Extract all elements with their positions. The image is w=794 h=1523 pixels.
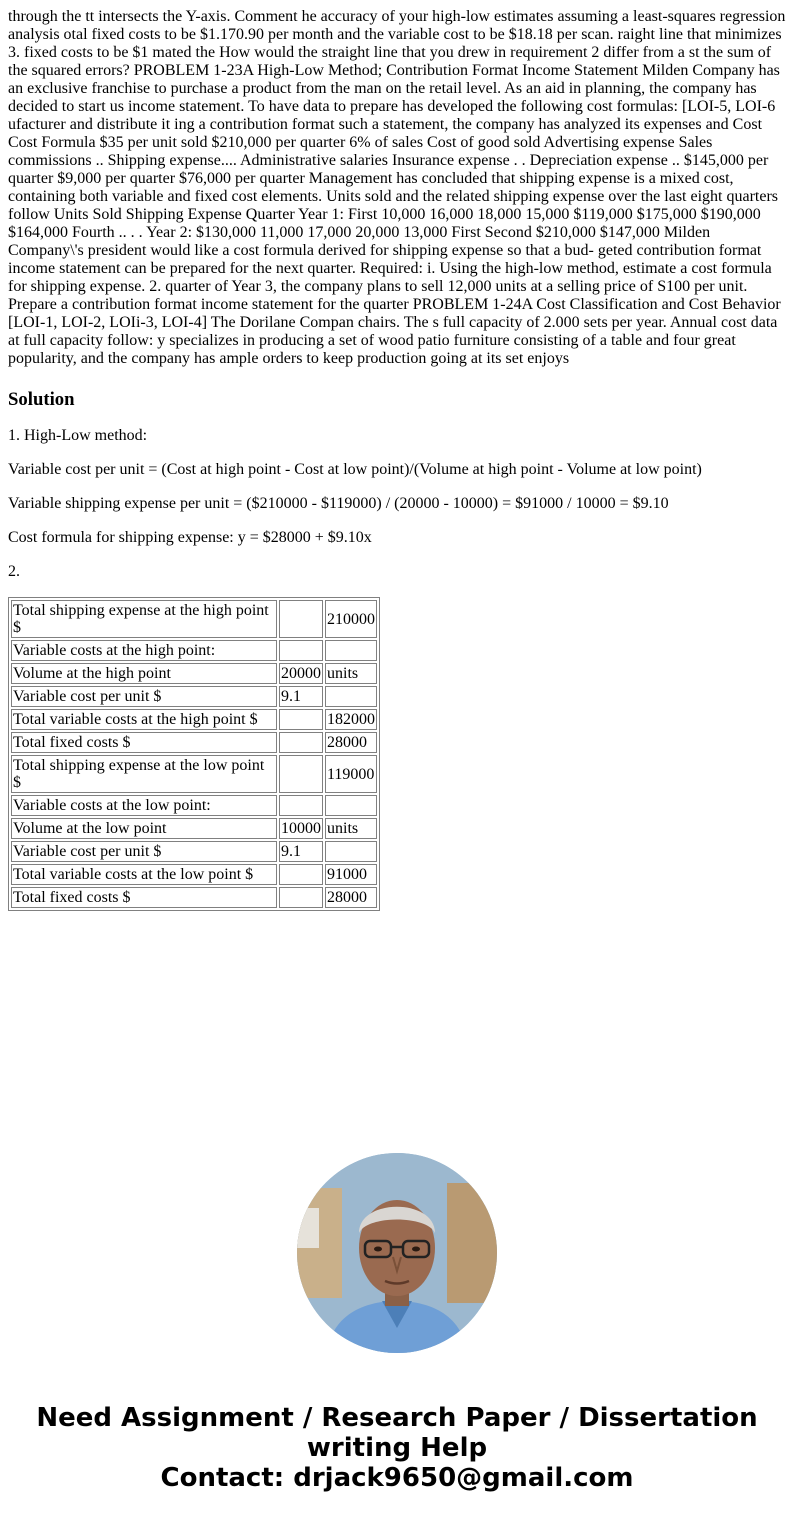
table-row (11, 732, 377, 753)
table-row (11, 640, 377, 661)
table-cell: 182000 (327, 711, 375, 728)
table-row (11, 709, 377, 730)
footer-line-help: writing Help (306, 1433, 488, 1463)
help-footer (0, 1403, 794, 1493)
problem-text: through the tt intersects the Y-axis. Comment he accuracy of your high-low estimates assuming a least-squares regression analysis otal fixed costs to be $1.170.90 per month and the variable cost to be $18.18 per scan. raight line that minimizes 3. fixed costs to be $1 mated the How would the straight line that you drew in requirement 2 differ from a st the sum of the squared errors? PROBLEM 1-23A High-Low Method; Contribution Format Income Statement Milden Company has an exclusive franchise to purchase a product from the man on the retail level. As an aid in planning, the company has decided to start us income statement. To have data to prepare has developed the following cost formulas: [LOI-5, LOI-6 ufacturer and distribute it ing a contribution format such a statement, the company has analyzed its expenses and Cost Cost Formula $35 per unit sold $210,000 per quarter 6% of sales Cost of good sold Advertising expense Sales commissions .. Shipping expense.... Administrative salaries Insurance expense . . Depreciation expense .. $145,000 per quarter $9,000 per quarter $76,000 per quarter Management has concluded that shipping expense is a mixed cost, containing both variable and fixed cost elements. Units sold and the related shipping expense over the last eight quarters follow Units Sold Shipping Expense Quarter Year 1: First 10,000 16,000 18,000 15,000 $119,000 $175,000 $190,000 $164,000 Fourth .. . . Year 2: $130,000 11,000 17,000 20,000 13,000 First Second $210,000 $147,000 Milden Company\'s president would like a cost formula derived for shipping expense so that a bud- geted contribution format income statement can be prepared for the next quarter. Required: i. Using the high-low method, estimate a cost formula for shipping expense. 2. quarter of Year 3, the company plans to sell 12,000 units at a selling price of S100 per unit. Prepare a contribution format income statement for the quarter PROBLEM 1-24A Cost Classification and Cost Behavior [LOI-1, LOI-2, LOIi-3, LOI-4] The Dorilane Compan chairs. The s full capacity of 2.000 sets per year. Annual cost data at full capacity follow: y specializes in producing a set of wood patio furniture consisting of a table and four great popularity, and the company has ample orders to keep production going at its set enjoys (8, 8, 786, 367)
solution-heading: Solution (8, 389, 75, 410)
table-cell (279, 709, 323, 730)
table-row (11, 755, 377, 793)
table-cell (325, 841, 377, 862)
table-row (11, 818, 377, 839)
table-cell: Total fixed costs $ (11, 887, 277, 908)
high-low-table (8, 597, 380, 911)
table-cell: Volume at the high point (11, 663, 277, 684)
table-cell: units (325, 818, 377, 839)
table-cell: 91000 (325, 864, 377, 885)
table-cell: 20000 (281, 665, 321, 682)
page-content (8, 8, 788, 911)
table-cell: units (325, 663, 377, 684)
tutor-portrait-image (297, 1153, 497, 1353)
solution-line-high-low: 1. High-Low method: (8, 427, 148, 444)
footer-line-assignment: Need Assignment / Research Paper / Dissertation (36, 1403, 758, 1433)
table-cell: Total variable costs at the low point $ (11, 864, 277, 885)
table-cell (279, 795, 323, 816)
table-cell: 10000 (281, 820, 321, 837)
footer-contact: Contact: drjack9650@gmail.com (160, 1463, 634, 1493)
table-cell: Variable cost per unit $ (11, 841, 277, 862)
table-cell: 210000 (325, 600, 377, 638)
table-cell (279, 755, 323, 793)
table-cell: Total fixed costs $ (11, 732, 277, 753)
table-cell: Volume at the low point (11, 818, 277, 839)
table-row (11, 795, 377, 816)
table-cell (325, 640, 377, 661)
table-cell: 9.1 (279, 841, 323, 862)
table-cell: Variable costs at the high point: (11, 640, 277, 661)
table-cell: Variable costs at the low point: (11, 795, 277, 816)
table-row (11, 864, 377, 885)
table-cell: Total shipping expense at the low point $ (11, 755, 277, 793)
table-cell (325, 795, 377, 816)
table-cell: 28000 (325, 887, 377, 908)
table-cell: Total shipping expense at the high point $ (11, 600, 277, 638)
table-cell (279, 887, 323, 908)
table-cell: 28000 (325, 732, 377, 753)
solution-line-part2: 2. (8, 563, 20, 580)
tutor-avatar (297, 1153, 497, 1353)
table-cell: Total variable costs at the high point $ (11, 709, 277, 730)
solution-line-calculation: Variable shipping expense per unit = ($210000 - $119000) / (20000 - 10000) = $91000 / 10000 = $9.10 (8, 495, 669, 512)
solution-line-cost-formula: Cost formula for shipping expense: y = $28000 + $9.10x (8, 529, 372, 546)
table-cell (279, 732, 323, 753)
table-cell (279, 864, 323, 885)
table-cell: 119000 (325, 755, 377, 793)
table-row (11, 663, 377, 684)
table-row (11, 600, 377, 638)
table-row (11, 686, 377, 707)
table-row (11, 887, 377, 908)
table-cell (279, 640, 323, 661)
table-cell: Variable cost per unit $ (11, 686, 277, 707)
solution-line-formula: Variable cost per unit = (Cost at high point - Cost at low point)/(Volume at high point - Volume at low point) (8, 461, 702, 478)
table-cell: 9.1 (279, 686, 323, 707)
table-cell (279, 600, 323, 638)
table-row (11, 841, 377, 862)
table-cell (325, 686, 377, 707)
